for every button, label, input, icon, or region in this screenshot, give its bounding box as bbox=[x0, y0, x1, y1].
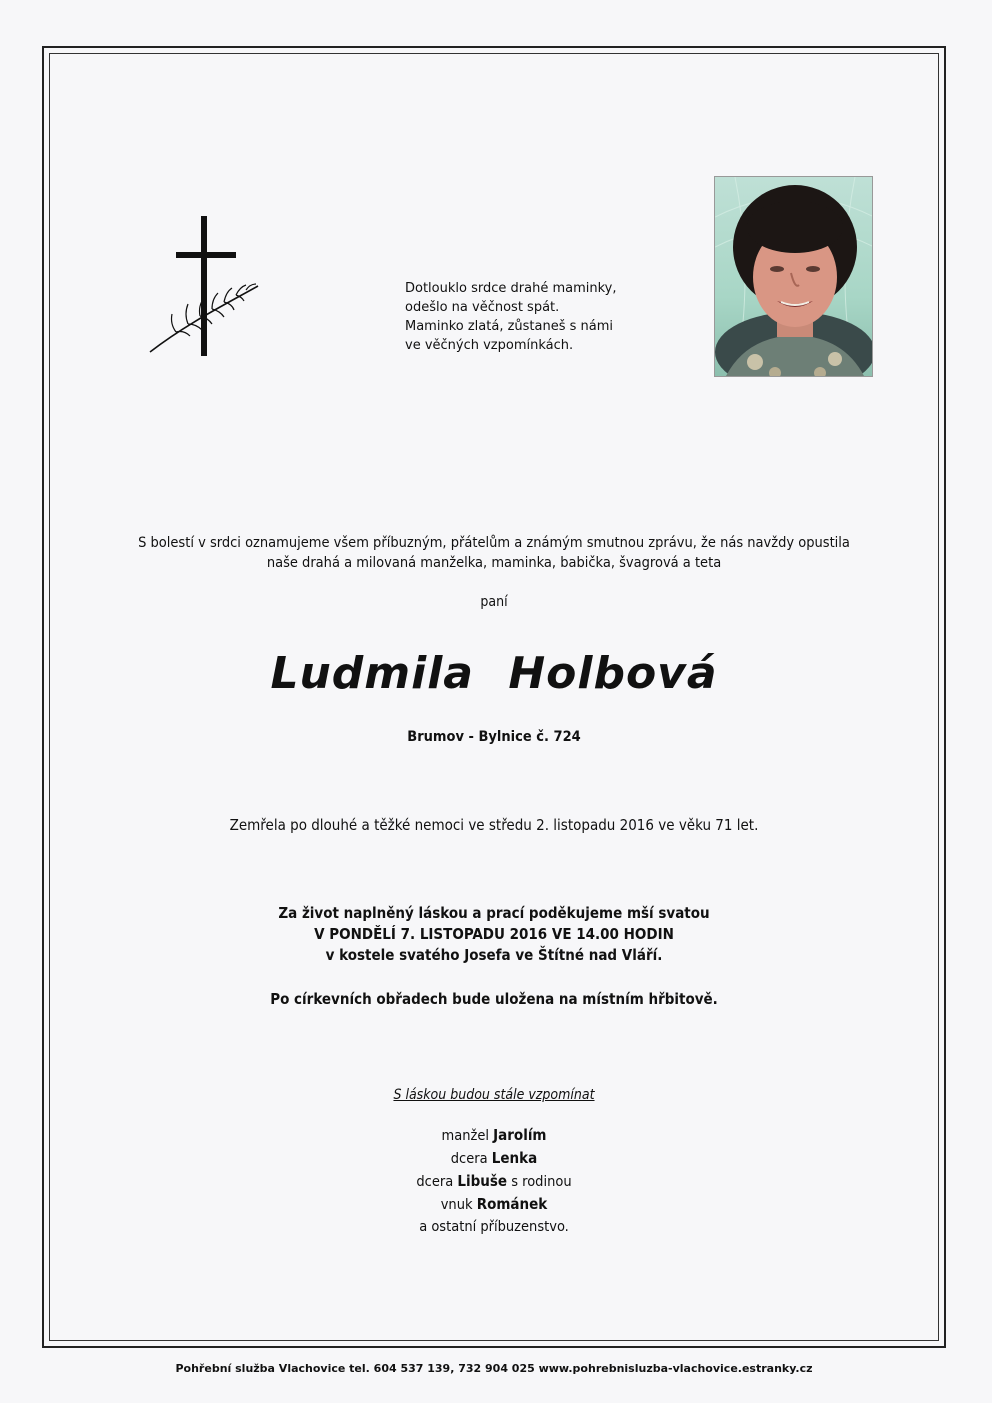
mourner-row bbox=[49, 1124, 939, 1147]
mourner-name: Románek bbox=[476, 1195, 548, 1213]
announcement-line: S bolestí v srdci oznamujeme všem příbuzným, přátelům a známým smutnou zprávu, že nás navždy opustila bbox=[138, 535, 850, 551]
mourner-row bbox=[49, 1216, 939, 1238]
mourner-name: Libuše bbox=[457, 1172, 508, 1190]
mourner-name: Jarolím bbox=[493, 1126, 547, 1144]
portrait-photo bbox=[714, 176, 873, 377]
mourners-heading: S láskou budou stále vzpomínat bbox=[393, 1087, 595, 1103]
verse-line: odešlo na věčnost spát. bbox=[405, 300, 560, 315]
address: Brumov - Bylnice č. 724 bbox=[407, 729, 581, 745]
honorific: paní bbox=[480, 594, 508, 610]
mourner-row bbox=[49, 1147, 939, 1170]
mourner-relation: dcera bbox=[450, 1151, 488, 1167]
funeral-line: Za život naplněný láskou a prací poděkujeme mší svatou bbox=[278, 904, 710, 922]
death-notice: Zemřela po dlouhé a těžké nemoci ve středu 2. listopadu 2016 ve věku 71 let. bbox=[229, 816, 759, 834]
verse-line: Maminko zlatá, zůstaneš s námi bbox=[405, 319, 614, 334]
funeral-service-footer: Pohřební služba Vlachovice tel. 604 537 139, 732 904 025 www.pohrebnisluzba-vlachovice.estranky.cz bbox=[175, 1362, 813, 1375]
deceased-name: Ludmila Holbová bbox=[270, 648, 718, 699]
funeral-details bbox=[49, 903, 939, 966]
mourner-row bbox=[49, 1193, 939, 1216]
verse-line: Dotlouklo srdce drahé maminky, bbox=[405, 281, 617, 296]
funeral-line: v kostele svatého Josefa ve Štítné nad Vláří. bbox=[325, 946, 663, 964]
mourner-relation: vnuk bbox=[440, 1197, 473, 1213]
mourner-name: Lenka bbox=[491, 1149, 538, 1167]
cross-with-palm-icon bbox=[146, 214, 262, 358]
mourner-row bbox=[49, 1170, 939, 1193]
burial-notice: Po církevních obřadech bude uložena na místním hřbitově. bbox=[270, 990, 718, 1008]
announcement-line: naše drahá a milovaná manželka, maminka, babička, švagrová a teta bbox=[266, 555, 722, 571]
mourners-list bbox=[49, 1124, 939, 1238]
funeral-line: V PONDĚLÍ 7. LISTOPADU 2016 VE 14.00 HODIN bbox=[314, 925, 674, 943]
mourner-suffix: s rodinou bbox=[511, 1174, 572, 1190]
mourner-relation: manžel bbox=[441, 1128, 489, 1144]
mourner-relation: a ostatní příbuzenstvo. bbox=[419, 1219, 569, 1235]
verse-line: ve věčných vzpomínkách. bbox=[405, 338, 574, 353]
announcement bbox=[49, 533, 939, 573]
mourner-relation: dcera bbox=[416, 1174, 454, 1190]
memorial-verse bbox=[405, 279, 645, 355]
